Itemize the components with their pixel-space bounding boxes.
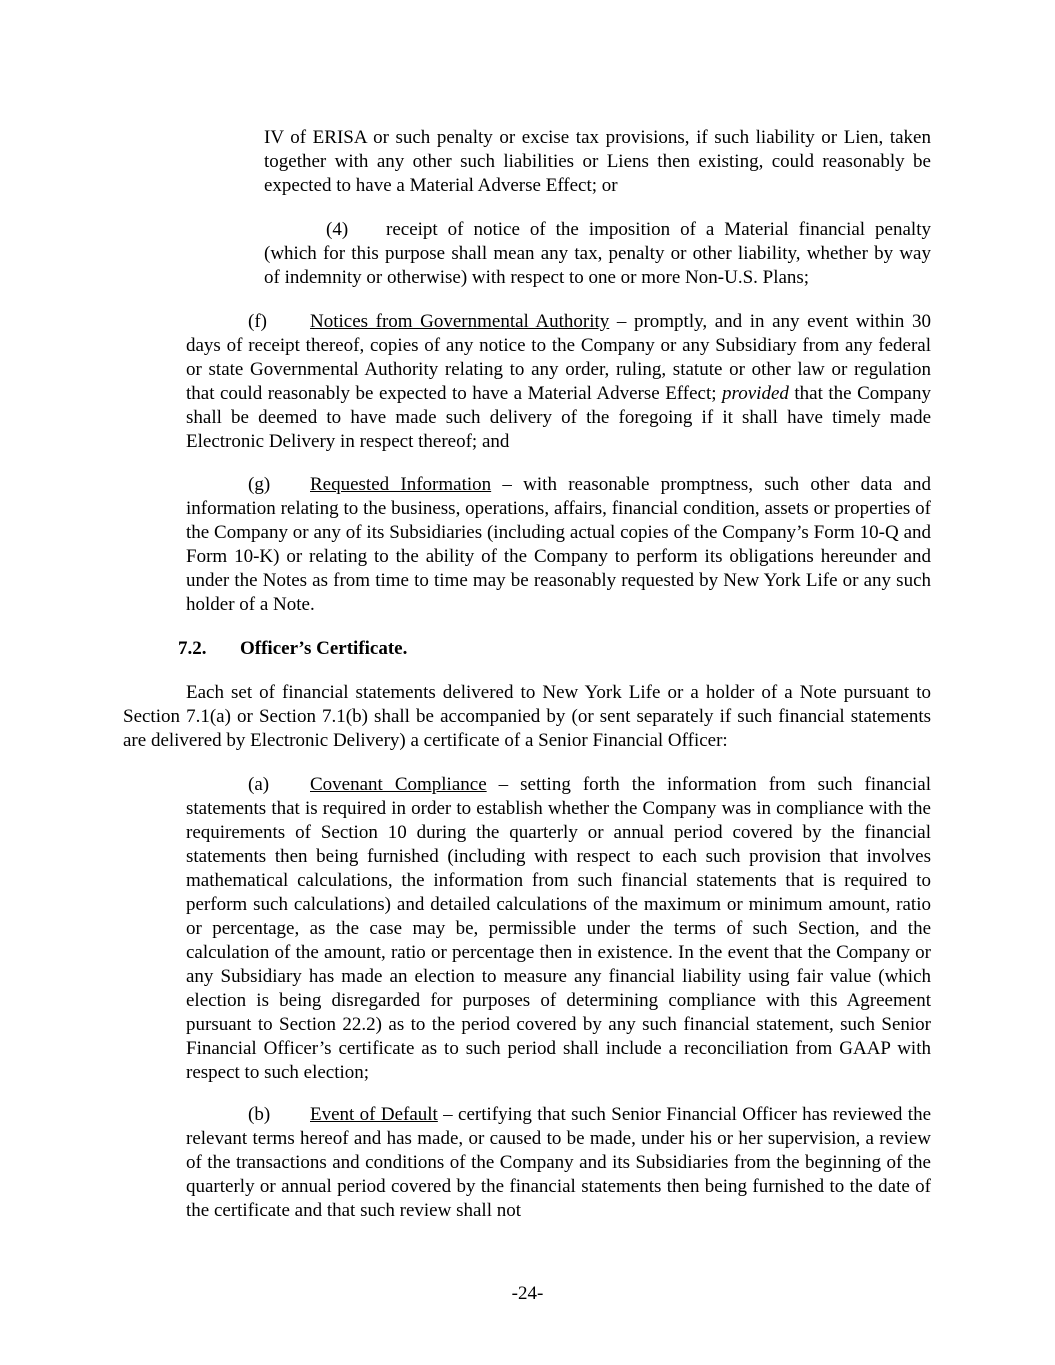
item-b-number: (b) (248, 1104, 271, 1125)
item-a-number: (a) (248, 774, 270, 795)
section-heading (178, 637, 407, 661)
item-b-title: Event of Default (310, 1104, 438, 1125)
paragraph-intro: Each set of financial statements delivered to New York Life or a holder of a Note pursuant to Section 7.1(a) or Section 7.1(b) shall be accompanied by (or sent separately if such financial statements are delivered by Electronic Delivery) a certificate of a Senior Financial Officer: (123, 682, 931, 751)
item-f-provided: provided (722, 383, 789, 404)
item-4-text: receipt of notice of the imposition of a Material financial penalty (which for this purpose shall mean any tax, penalty or other liability, whether by way of indemnity or otherwise) with respect to one or more Non-U.S. Plans; (264, 219, 931, 288)
item-g-title: Requested Information (310, 474, 492, 495)
item-b-text: – certifying that such Senior Financial Officer has reviewed the relevant terms hereof and has made, or caused to be made, under his or her supervision, a review of the transactions and conditions of the Company and its Subsidiaries from the beginning of the quarterly or annual period covered by the financial statements then being furnished to the date of the certificate and that such review shall not (186, 1104, 931, 1221)
section-title: Officer’s Certificate. (240, 638, 408, 659)
item-g-text: – with reasonable promptness, such other data and information relating to the business, operations, affairs, financial condition, assets or properties of the Company or any of its Subsidiaries (including actual copies of the Company’s Form 10-Q and Form 10-K) or relating to the ability of the Company to perform its obligations hereunder and under the Notes as from time to time may be reasonably requested by New York Life or any such holder of a Note. (186, 474, 931, 615)
item-f-text-2: that the Company shall be deemed to have made such delivery of the foregoing if it shall have timely made Electronic Delivery in respect thereof; and (186, 383, 931, 452)
paragraph-item-f (186, 310, 931, 454)
paragraph-erisa-continuation: IV of ERISA or such penalty or excise tax provisions, if such liability or Lien, taken together with any other such liabilities or Liens then existing, could reasonably be expected to have a Material Adverse Effect; or (264, 127, 931, 196)
item-f-text: – promptly, and in any event within 30 days of receipt thereof, copies of any notice to the Company or any Subsidiary from any federal or state Governmental Authority relating to any order, ruling, statute or other law or regulation that could reasonably be expected to have a Material Adverse Effect; (186, 311, 931, 404)
item-f-number: (f) (248, 311, 267, 332)
paragraph-item-4 (264, 218, 931, 290)
item-f-title: Notices from Governmental Authority (310, 311, 610, 332)
page-number: -24- (511, 1283, 544, 1304)
paragraph-item-a (186, 773, 931, 1085)
paragraph-item-g (186, 473, 931, 617)
item-4-number: (4) (326, 219, 349, 240)
item-a-text: – setting forth the information from such financial statements that is required in order to establish whether the Company was in compliance with the requirements of Section 10 during the quarterly or annual period covered by the financial statements then being furnished (including with respect to each such provision that involves mathematical calculations, the information from such financial statements that is required to perform such calculations) and detailed calculations of the maximum or minimum amount, ratio or percentage, as the case may be, permissible under the terms of such Section, and the calculation of the amount, ratio or percentage then in existence. In the event that the Company or any Subsidiary has made an election to measure any financial liability using fair value (which election is being disregarded for purposes of determining compliance with this Agreement pursuant to Section 22.2) as to the period covered by any such financial statement, such Senior Financial Officer’s certificate as to such period shall include a reconciliation from GAAP with respect to such election; (186, 774, 931, 1083)
paragraph-item-b (186, 1103, 931, 1223)
section-number: 7.2. (178, 638, 207, 659)
item-g-number: (g) (248, 474, 271, 495)
item-a-title: Covenant Compliance (310, 774, 487, 795)
